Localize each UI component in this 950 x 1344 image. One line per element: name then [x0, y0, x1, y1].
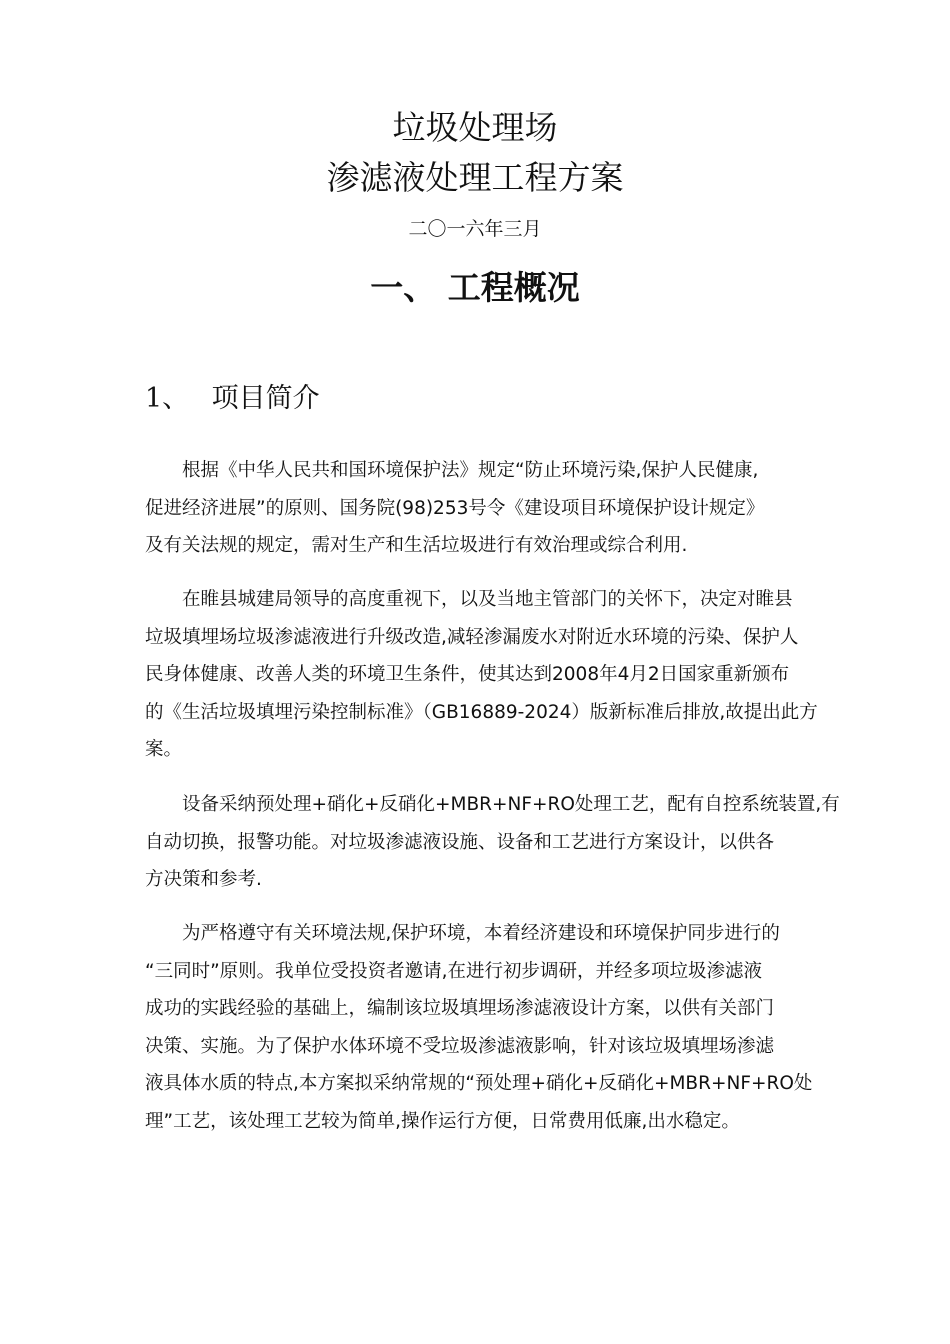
paragraph-line: “三同时”原则。我单位受投资者邀请,在进行初步调研，并经多项垃圾渗滤液	[145, 960, 763, 982]
paragraph-line: 理”工艺，该处理工艺较为简单,操作运行方便，日常费用低廉,出水稳定。	[145, 1110, 740, 1132]
paragraph-line: 在睢县城建局领导的高度重视下，以及当地主管部门的关怀下，决定对睢县	[182, 589, 793, 610]
document-date: 二〇一六年三月	[408, 218, 542, 240]
paragraph-line: 案。	[145, 739, 183, 760]
paragraph-line: 方决策和参考.	[145, 869, 262, 890]
paragraph-line: 自动切换，报警功能。对垃圾渗滤液设施、设备和工艺进行方案设计，以供各	[145, 831, 775, 853]
section-number: 1、	[145, 383, 190, 414]
paragraph-3	[145, 786, 840, 899]
paragraph-line: 设备采纳预处理+硝化+反硝化+MBR+NF+RO处理工艺，配有自控系统装置,有	[182, 794, 840, 815]
chapter-heading: 一、 工程概况	[370, 268, 580, 307]
paragraph-4	[145, 915, 825, 1140]
paragraph-line: 液具体水质的特点,本方案拟采纳常规的“预处理+硝化+反硝化+MBR+NF+RO处	[145, 1073, 813, 1094]
paragraph-line: 民身体健康、改善人类的环境卫生条件，使其达到2008年4月2日国家重新颁布	[145, 664, 790, 685]
paragraph-line: 垃圾填埋场垃圾渗滤液进行升级改造,减轻渗漏废水对附近水环境的污染、保护人	[145, 626, 799, 648]
paragraph-1	[145, 452, 825, 565]
paragraph-line: 及有关法规的规定，需对生产和生活垃圾进行有效治理或综合利用.	[145, 535, 688, 556]
document-title-line-2: 渗滤液处理工程方案	[326, 158, 624, 197]
paragraph-line: 的《生活垃圾填埋污染控制标准》（GB16889-2024）版新标准后排放,故提出此方	[145, 701, 818, 723]
section-title: 项目简介	[211, 383, 320, 414]
paragraph-line: 决策、实施。为了保护水体环境不受垃圾渗滤液影响，针对该垃圾填埋场渗滤	[145, 1035, 775, 1057]
section-heading	[145, 382, 320, 416]
document-title-line-1: 垃圾处理场	[392, 108, 558, 147]
paragraph-line: 为严格遵守有关环境法规,保护环境，本着经济建设和环境保护同步进行的	[182, 923, 780, 944]
paragraph-2	[145, 581, 825, 769]
paragraph-line: 成功的实践经验的基础上，编制该垃圾填埋场渗滤液设计方案，以供有关部门	[145, 998, 775, 1019]
paragraph-line: 促进经济进展”的原则、国务院(98)253号令《建设项目环境保护设计规定》	[145, 497, 765, 519]
paragraph-line: 根据《中华人民共和国环境保护法》规定“防止环境污染,保护人民健康,	[182, 460, 759, 481]
